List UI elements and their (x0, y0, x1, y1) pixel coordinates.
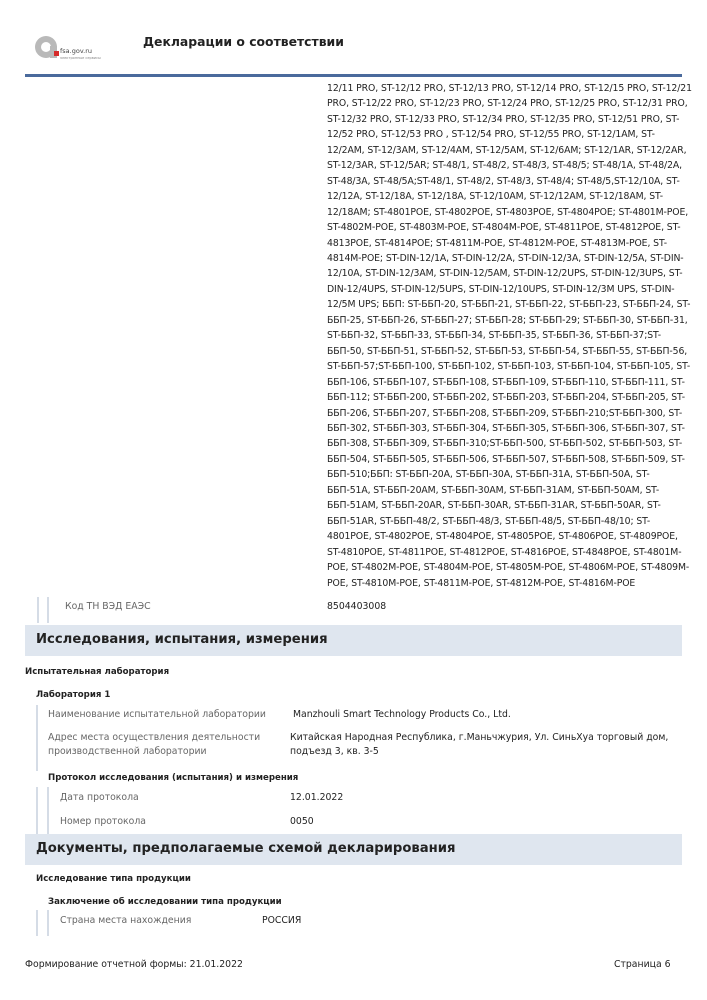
product-models-list: 12/11 PRO, ST-12/12 PRO, ST-12/13 PRO, ST-12/14 PRO, ST-12/15 PRO, ST-12/21 PRO, ST-12/22 PRO, ST-12/23 PRO, ST-12/24 PRO, ST-12/25 PRO, ST-12/31 PRO, ST-12/32 PRO, ST-12/33 PRO, ST-12/34 PRO, ST-12/35 PRO, ST-12/51 PRO, ST-12/52 PRO, ST-12/53 PRO , ST-12/54 PRO, ST-12/55 PRO, ST-12/1AM, ST-12/2AM, ST-12/3AM, ST-12/4AM, ST-12/5AM, ST-12/6AM; ST-12/1AR, ST-12/2AR, ST-12/3AR, ST-12/5AR; ST-48/1, ST-48/2, ST-48/3, ST-48/5; ST-48/1A, ST-48/2A, ST-48/3A, ST-48/5A;ST-48/1, ST-48/2, ST-48/3, ST-48/4; ST-48/5,ST-12/10A, ST-12/12A, ST-12/18A, ST-12/18A, ST-12/10AM, ST-12/12AM, ST-12/18AM, ST-12/18AM; ST-4801POE, ST-4802POE, ST-4803POE, ST-4804POE; ST-4801M-POE, ST-4802M-POE, ST-4803M-POE, ST-4804M-POE, ST-4811POE, ST-4812POE, ST-4813POE, ST-4814POE; ST-4811M-POE, ST-4812M-POE, ST-4813M-POE, ST-4814M-POE; ST-DIN-12/1A, ST-DIN-12/2A, ST-DIN-12/3A, ST-DIN-12/5A, ST-DIN-12/10A, ST-DIN-12/3AM, ST-DIN-12/5AM, ST-DIN-12/2UPS, ST-DIN-12/3UPS, ST-DIN-12/4UPS, ST-DIN-12/5UPS, ST-DIN-12/10UPS, ST-DIN-12/3M UPS, ST-DIN-12/5M UPS; ББП: ST-ББП-20, ST-ББП-21, ST-ББП-22, ST-ББП-23, ST-ББП-24, ST-ББП-25, ST-ББП-26, ST-ББП-27; ST-ББП-28; ST-ББП-29; ST-ББП-30, ST-ББП-31, ST-ББП-32, ST-ББП-33, ST-ББП-34, ST-ББП-35, ST-ББП-36, ST-ББП-37;ST-ББП-50, ST-ББП-51, ST-ББП-52, ST-ББП-53, ST-ББП-54, ST-ББП-55, ST-ББП-56, ST-ББП-57;ST-ББП-100, ST-ББП-102, ST-ББП-103, ST-ББП-104, ST-ББП-105, ST-ББП-106, ST-ББП-107, ST-ББП-108, ST-ББП-109, ST-ББП-110, ST-ББП-111, ST-ББП-112; ST-ББП-200, ST-ББП-202, ST-ББП-203, ST-ББП-204, ST-ББП-205, ST-ББП-206, ST-ББП-207, ST-ББП-208, ST-ББП-209, ST-ББП-210;ST-ББП-300, ST-ББП-302, ST-ББП-303, ST-ББП-304, ST-ББП-305, ST-ББП-306, ST-ББП-307, ST-ББП-308, ST-ББП-309, ST-ББП-310;ST-ББП-500, ST-ББП-502, ST-ББП-503, ST-ББП-504, ST-ББП-505, ST-ББП-506, ST-ББП-507, ST-ББП-508, ST-ББП-509, ST-ББП-510;ББП: ST-ББП-20A, ST-ББП-30A, ST-ББП-31A, ST-ББП-50A, ST-ББП-51A, ST-ББП-20AM, ST-ББП-30AM, ST-ББП-31AM, ST-ББП-50AM, ST-ББП-51AM, ST-ББП-20AR, ST-ББП-30AR, ST-ББП-31AR, ST-ББП-50AR, ST-ББП-51AR, ST-ББП-48/2, ST-ББП-48/3, ST-ББП-48/5, ST-ББП-48/10; ST-4801POE, ST-4802POE, ST-4804POE, ST-4805POE, ST-4806POE, ST-4809POE, ST-4810POE, ST-4811POE, ST-4812POE, ST-4816POE, ST-4848POE, ST-4801M-POE, ST-4802M-POE, ST-4804M-POE, ST-4805M-POE, ST-4806M-POE, ST-4809M-POE, ST-4810M-POE, ST-4811M-POE, ST-4812M-POE, ST-4816M-POE (327, 83, 692, 589)
lab-address-value: Китайская Народная Республика, г.Маньчжурия, Ул. СиньХуа торговый дом, подъезд 3, кв. 3-5 (290, 732, 669, 758)
page-number: Страница 6 (614, 959, 671, 970)
protocol-date-label: Дата протокола (60, 792, 139, 803)
row-indent-bar (36, 910, 38, 936)
protocol-number-label: Номер протокола (60, 816, 146, 827)
tnved-label: Код ТН ВЭД ЕАЭС (65, 601, 151, 612)
protocol-number-value: 0050 (290, 816, 314, 827)
documents-section-header (25, 834, 682, 865)
conclusion-heading: Заключение об исследовании типа продукции (48, 897, 282, 907)
header-divider (25, 74, 682, 77)
research-section-header (25, 625, 682, 656)
documents-section-title: Документы, предполагаемые схемой декларирования (36, 841, 456, 856)
protocol-heading: Протокол исследования (испытания) и измерения (48, 773, 299, 783)
fsa-logo (34, 34, 124, 64)
lab-heading: Испытательная лаборатория (25, 667, 170, 677)
row-indent-bar (47, 787, 49, 837)
country-value: РОССИЯ (262, 915, 302, 926)
row-indent-bar (37, 597, 39, 623)
row-indent-bar (47, 597, 49, 623)
tnved-value: 8504403008 (327, 601, 387, 612)
row-indent-bar (36, 705, 38, 771)
row-indent-bar (36, 787, 38, 837)
document-title: Декларации о соответствии (143, 34, 344, 49)
logo-text: fsa.gov.ru (60, 47, 93, 55)
lab-name-value: Manzhouli Smart Technology Products Co., Ltd. (293, 709, 511, 720)
row-indent-bar (47, 910, 49, 936)
page-header (0, 0, 707, 80)
country-label: Страна места нахождения (60, 915, 192, 926)
report-generated-date: Формирование отчетной формы: 21.01.2022 (25, 959, 243, 970)
protocol-date-value: 12.01.2022 (290, 792, 344, 803)
lab-name-label: Наименование испытательной лаборатории (48, 709, 266, 720)
lab1-heading: Лаборатория 1 (36, 690, 111, 700)
type-research-heading: Исследование типа продукции (36, 874, 191, 884)
fsa-logo-icon (34, 34, 62, 62)
logo-subtext: электронные сервисы (60, 56, 101, 60)
lab-address-label: Адрес места осуществления деятельности производственной лаборатории (48, 732, 261, 758)
research-section-title: Исследования, испытания, измерения (36, 632, 328, 647)
